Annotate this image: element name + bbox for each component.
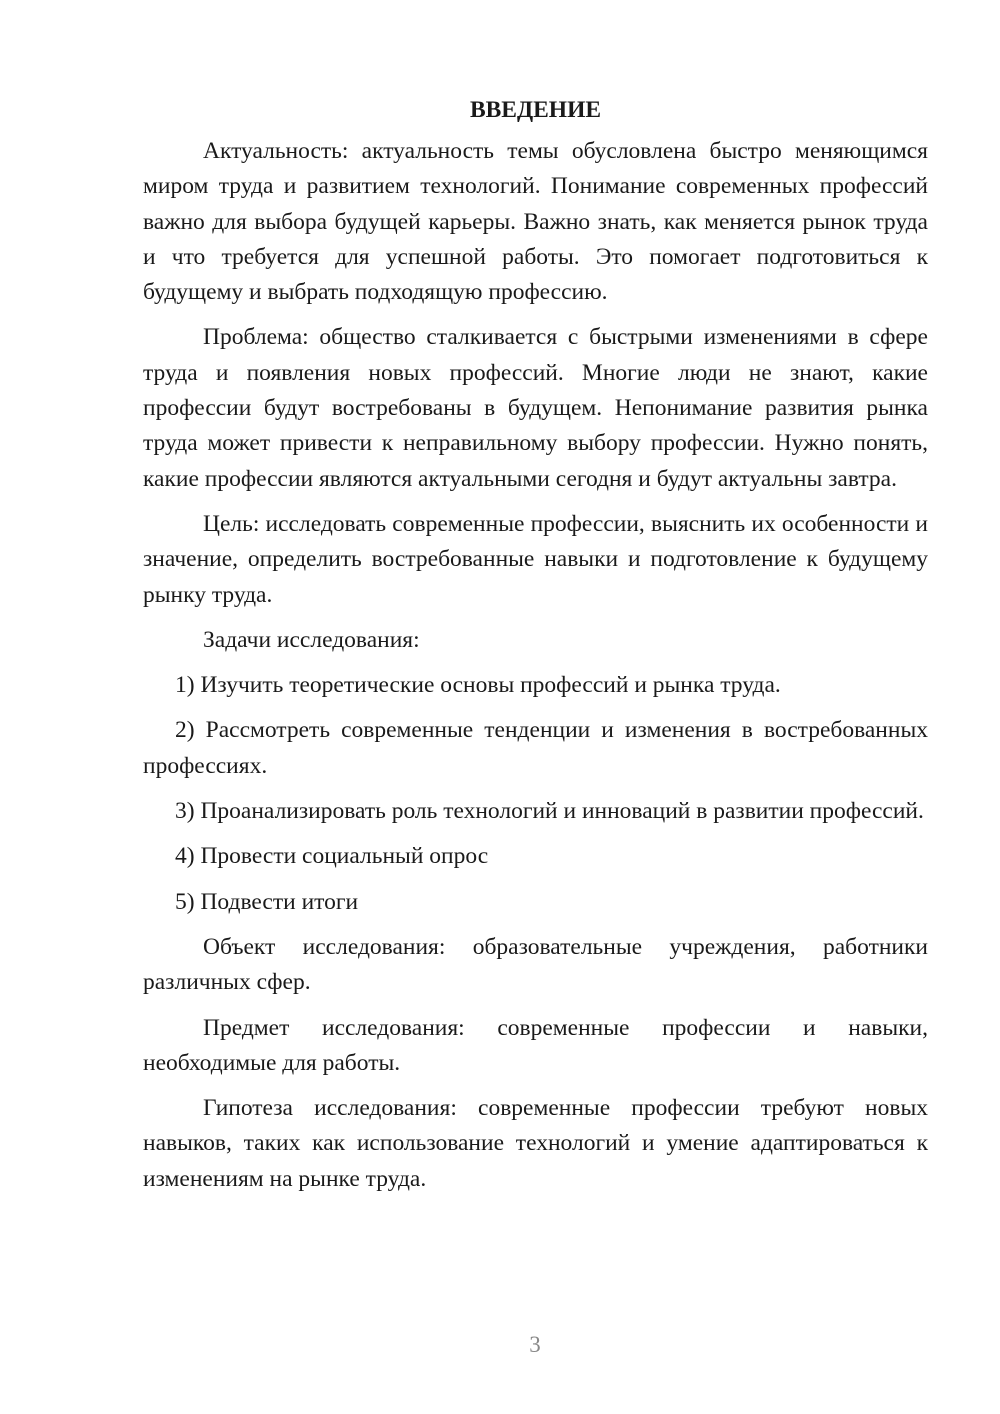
relevance-paragraph: Актуальность: актуальность темы обусловлена быстро меняющимся миром труда и развитием технологий. Понимание современных профессий важно для выбора будущей карьеры. Важно знать, как меняется рынок труда и что требуется для успешной работы. Это помогает подготовиться к будущему и выбрать подходящую профессию. (143, 138, 928, 306)
tasks-heading: Задачи исследования: (203, 626, 420, 653)
hypothesis-paragraph: Гипотеза исследования: современные профессии требуют новых навыков, таких как использование технологий и умение адаптироваться к изменениям на рынке труда. (143, 1095, 928, 1192)
task-item-2: 2) Рассмотреть современные тенденции и изменения в востребованных профессиях. (143, 717, 928, 779)
page-body (143, 92, 928, 1197)
task-item-3: 3) Проанализировать роль технологий и инноваций в развитии профессий. (175, 798, 924, 825)
object-paragraph: Объект исследования: образовательные учреждения, работники различных сфер. (143, 933, 928, 996)
goal-paragraph: Цель: исследовать современные профессии, выяснить их особенности и значение, определить востребованные навыки и подготовление к будущему рынку труда. (143, 510, 928, 608)
section-title: ВВЕДЕНИЕ (469, 97, 602, 123)
problem-paragraph: Проблема: общество сталкивается с быстрыми изменениями в сфере труда и появления новых профессий. Многие люди не знают, какие профессии будут востребованы в будущем. Непонимание развития рынка труда может привести к неправильному выбору профессии. Нужно понять, какие профессии являются актуальными сегодня и будут актуальны завтра. (143, 324, 928, 492)
page-number: 3 (529, 1332, 541, 1357)
task-item-1: 1) Изучить теоретические основы профессий и рынка труда. (175, 672, 781, 699)
task-item-4: 4) Провести социальный опрос (175, 843, 489, 870)
task-item-5: 5) Подвести итоги (175, 888, 359, 915)
subject-paragraph: Предмет исследования: современные профессии и навыки, необходимые для работы. (143, 1014, 928, 1076)
